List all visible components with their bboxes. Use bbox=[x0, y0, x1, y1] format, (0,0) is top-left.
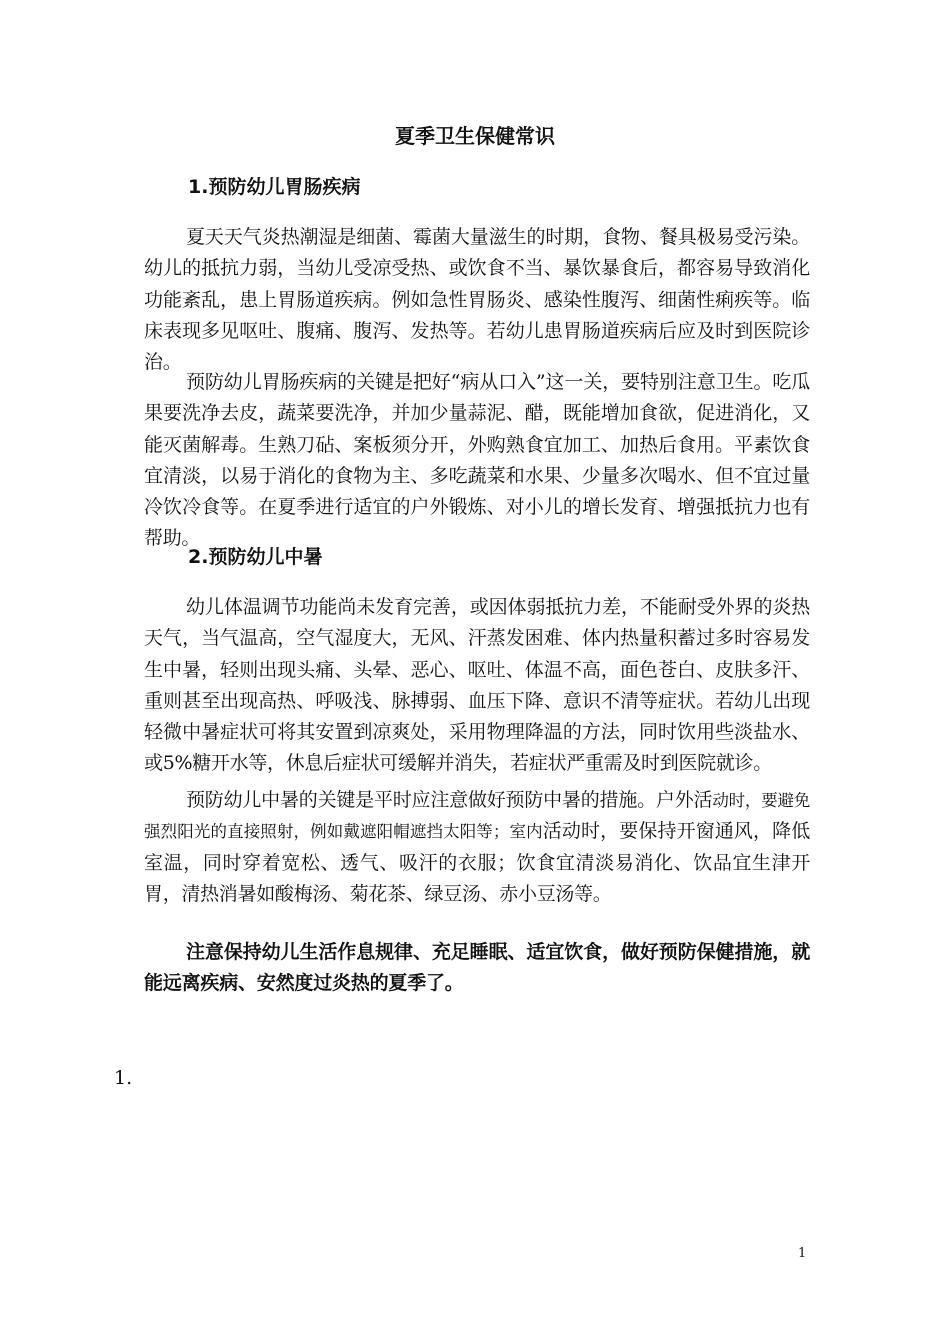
section-heading-heatstroke: 2.预防幼儿中暑 bbox=[188, 546, 323, 568]
document-title: 夏季卫生保健常识 bbox=[395, 124, 555, 148]
closing-note: 注意保持幼儿生活作息规律、充足睡眠、适宜饮食，做好预防保健措施，就能远离疾病、安然度过炎热的夏季了。 bbox=[144, 941, 810, 995]
paragraph-heatstroke-prevention bbox=[144, 785, 810, 910]
page-number: 1 bbox=[798, 1246, 807, 1261]
paragraph-stomach-prevention: 预防幼儿胃肠疾病的关键是把好“病从口入”这一关，要特别注意卫生。吃瓜果要洗净去皮，蔬菜要洗净，并加少量蒜泥、醋，既能增加食欲，促进消化，又能灭菌解毒。生熟刀砧、案板须分开，外购熟食宜加工、加热后食用。平素饮食宜清淡，以易于消化的食物为主、多吃蔬菜和水果、少量多次喝水、但不宜过量冷饮冷食等。在夏季进行适宜的户外锻炼、对小儿的增长发育、增强抵抗力也有帮助。 bbox=[144, 371, 810, 550]
section-heading-stomach: 1.预防幼儿胃肠疾病 bbox=[188, 176, 361, 198]
paragraph-text-part: 预防幼儿中暑的关键是平时应注意做好预防中暑的措施。户外活 bbox=[186, 789, 713, 811]
paragraph-heatstroke-intro: 幼儿体温调节功能尚未发育完善，或因体弱抵抗力差，不能耐受外界的炎热天气，当气温高，空气湿度大，无风、汗蒸发困难、体内热量积蓄过多时容易发生中暑，轻则出现头痛、头晕、恶心、呕吐、体温不高，面色苍白、皮肤多汗、重则甚至出现高热、呼吸浅、脉搏弱、血压下降、意识不清等症状。若幼儿出现轻微中暑症状可将其安置到凉爽处，采用物理降温的方法，同时饮用些淡盐水、或5%糖开水等，休息后症状可缓解并消失，若症状严重需及时到医院就诊。 bbox=[144, 596, 810, 775]
paragraph-text-part-small: 动时，要避免强烈阳光的直接照射，例如戴遮阳帽遮挡太阳等；室内 bbox=[144, 791, 810, 842]
paragraph-stomach-intro: 夏天天气炎热潮湿是细菌、霉菌大量滋生的时期，食物、餐具极易受污染。幼儿的抵抗力弱，当幼儿受凉受热、或饮食不当、暴饮暴食后，都容易导致消化功能紊乱，患上胃肠道疾病。例如急性胃肠炎、感染性腹泻、细菌性痢疾等。临床表现多见呕吐、腹痛、腹泻、发热等。若幼儿患胃肠道疾病后应及时到医院诊治。 bbox=[144, 226, 810, 374]
paragraph-text-part: 活动时，要保持开窗通风，降低室温，同时穿着宽松、透气、吸汗的衣服；饮食宜清淡易消化、饮品宜生津开胃，清热消暑如酸梅汤、菊花茶、绿豆汤、赤小豆汤等。 bbox=[144, 820, 810, 905]
list-marker: 1. bbox=[114, 1067, 133, 1089]
